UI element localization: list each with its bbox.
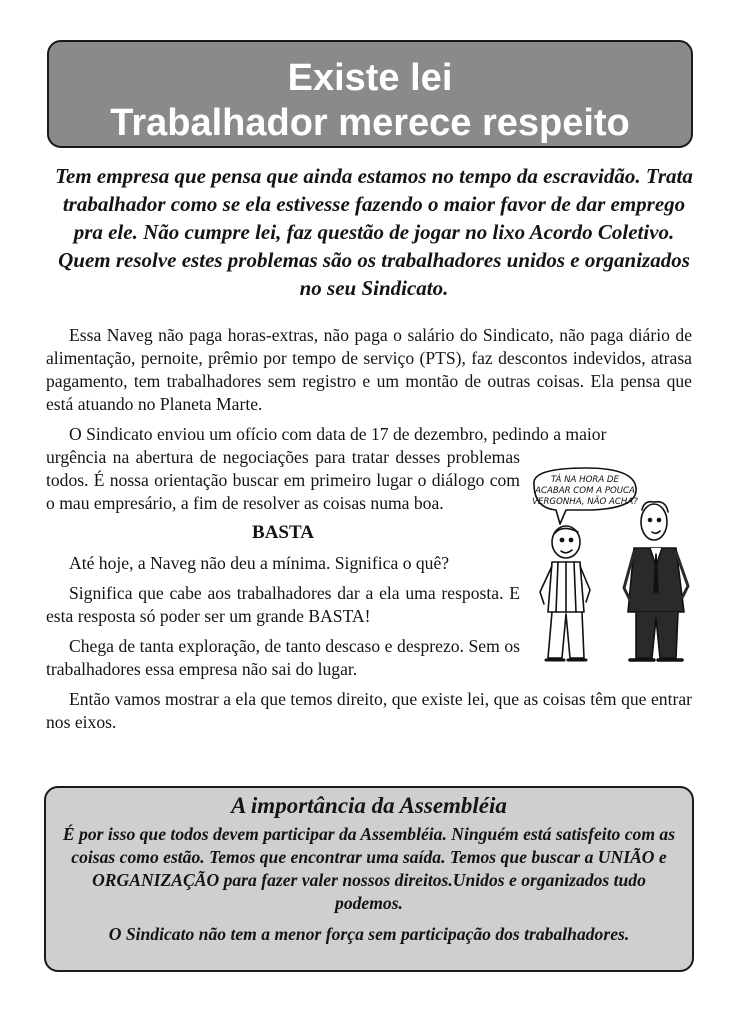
speech-line-1: TÁ NA HORA DE <box>551 475 619 485</box>
assembly-callout-box <box>44 786 694 972</box>
assembly-title: A importância da Assembléia <box>231 793 507 818</box>
assembly-paragraph-2: O Sindicato não tem a menor força sem participação dos trabalhadores. <box>108 924 630 944</box>
headline-banner <box>47 40 693 148</box>
body-paragraph-6: Então vamos mostrar a ela que temos direito, que existe lei, que as coisas têm que entrar nos eixos. <box>46 689 692 732</box>
lead-paragraph: Tem empresa que pensa que ainda estamos no tempo da escravidão. Trata trabalhador como se ela estivesse fazendo o maior favor de dar emprego pra ele. Não cumpre lei, faz questão de jogar no lixo Acordo Coletivo. Quem resolve estes problemas são os trabalhadores unidos e organizados no seu Sindicato. <box>55 164 693 300</box>
cartoon-illustration <box>526 462 698 676</box>
body-paragraph-2-first-line: O Sindicato enviou um ofício com data de 17 de dezembro, pedindo a maior <box>69 424 607 444</box>
headline-line-2: Trabalhador merece respeito <box>110 102 630 144</box>
speech-line-3: VERGONHA, NÃO ACHA? <box>532 497 638 507</box>
body-paragraph-3: Até hoje, a Naveg não deu a mínima. Significa o quê? <box>69 553 450 573</box>
body-paragraph-4: Significa que cabe aos trabalhadores dar a ela uma resposta. E esta resposta só poder ser um grande BASTA! <box>46 583 520 626</box>
worker-figure <box>540 526 590 660</box>
body-paragraph-1: Essa Naveg não paga horas-extras, não paga o salário do Sindicato, não paga diário de alimentação, pernoite, prêmio por tempo de serviço (PTS), faz descontos indevidos, atrasa pagamento, tem trabalhadores sem registro e um montão de outras coisas. Ela pensa que está atuando no Planeta Marte. <box>46 325 692 414</box>
headline-line-1: Existe lei <box>287 57 453 99</box>
subheading-basta: BASTA <box>252 522 314 543</box>
body-paragraph-2-rest: urgência na abertura de negociações para tratar desses problemas todos. É nossa orientação buscar em primeiro lugar o diálogo com o mau empresário, a fim de resolver as coisas numa boa. <box>46 447 520 513</box>
assembly-paragraph-1: É por isso que todos devem participar da Assembléia. Ninguém está satisfeito com as coisas como estão. Temos que encontrar uma saída. Temos que buscar a UNIÃO e ORGANIZAÇÃO para fazer valer nossos direitos.Unidos e organizados tudo podemos. <box>62 824 676 913</box>
body-paragraph-5: Chega de tanta exploração, de tanto descaso e desprezo. Sem os trabalhadores essa empresa não sai do lugar. <box>46 636 520 679</box>
speech-line-2: ACABAR COM A POUCA <box>535 486 635 496</box>
suited-man-figure <box>624 502 688 660</box>
